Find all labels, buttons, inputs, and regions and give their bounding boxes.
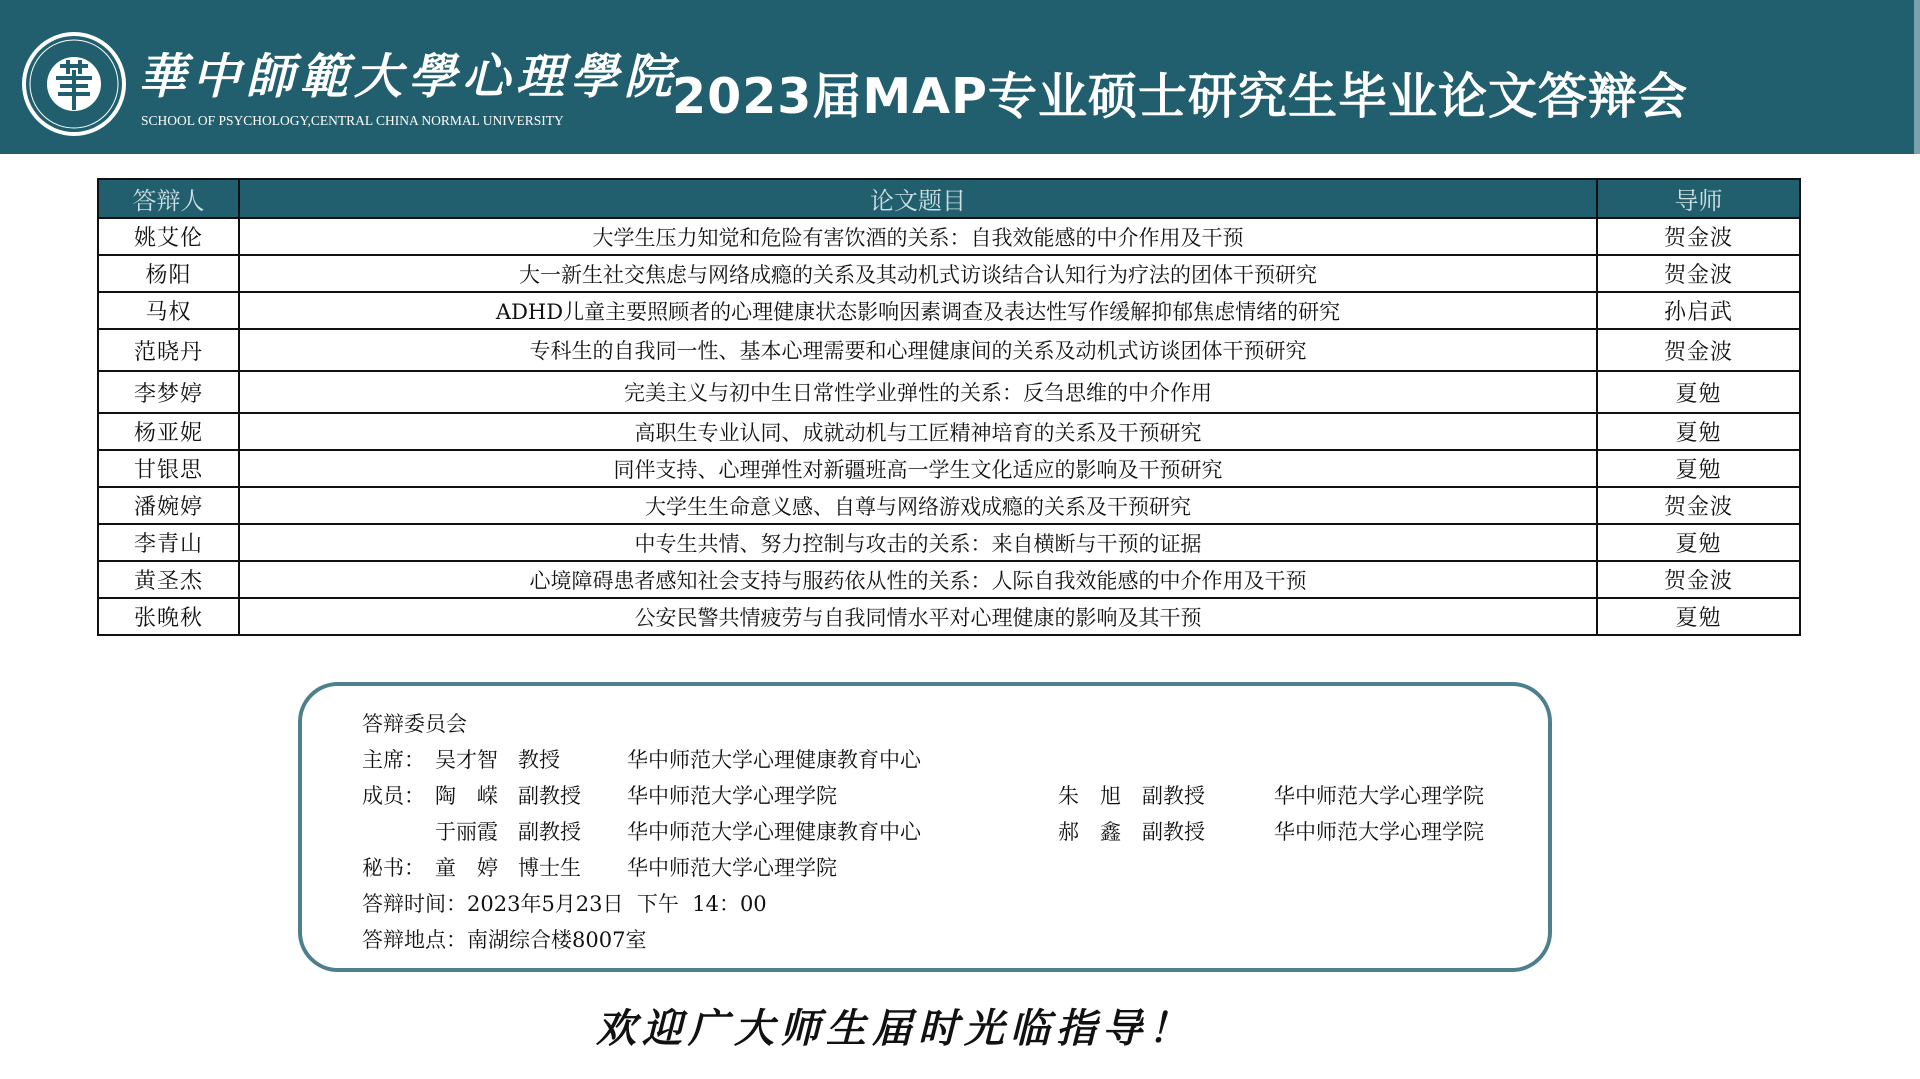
welcome-message: 欢迎广大师生届时光临指导！: [596, 1005, 1194, 1052]
table-row: [98, 255, 1800, 292]
advisor-name: 贺金波: [1597, 218, 1800, 255]
column-header-name: 答辩人: [98, 179, 239, 218]
table-row: [98, 524, 1800, 561]
advisor-name: 夏勉: [1597, 598, 1800, 635]
defender-name: 杨阳: [98, 255, 239, 292]
member-rank: 副教授: [1142, 820, 1205, 844]
thesis-title: 中专生共情、努力控制与攻击的关系：来自横断与干预的证据: [239, 524, 1597, 561]
university-seal-icon: [20, 30, 128, 138]
thesis-title: 心境障碍患者感知社会支持与服药依从性的关系：人际自我效能感的中介作用及干预: [239, 561, 1597, 598]
defender-name: 张晚秋: [98, 598, 239, 635]
member-rank: 副教授: [518, 784, 581, 808]
table-row: [98, 371, 1800, 413]
member-org: 华中师范大学心理健康教育中心: [627, 820, 921, 844]
defense-location: 答辩地点：南湖综合楼8007室: [362, 928, 647, 952]
thesis-title: 大学生生命意义感、自尊与网络游戏成瘾的关系及干预研究: [239, 487, 1597, 524]
member-org: 华中师范大学心理学院: [627, 784, 837, 808]
header-edge-strip: [1914, 0, 1920, 154]
defender-name: 杨亚妮: [98, 413, 239, 450]
advisor-name: 夏勉: [1597, 413, 1800, 450]
thesis-title: 大学生压力知觉和危险有害饮酒的关系：自我效能感的中介作用及干预: [239, 218, 1597, 255]
member-name: 郝 鑫: [1058, 820, 1121, 844]
member-org: 华中师范大学心理学院: [1274, 820, 1484, 844]
chair-rank: 教授: [518, 748, 560, 772]
secretary-org: 华中师范大学心理学院: [627, 856, 837, 880]
table-header-row: [98, 179, 1800, 218]
defender-name: 潘婉婷: [98, 487, 239, 524]
chair-name: 吴才智: [435, 748, 498, 772]
thesis-title: ADHD儿童主要照顾者的心理健康状态影响因素调查及表达性写作缓解抑郁焦虑情绪的研究: [239, 292, 1597, 329]
member-rank: 副教授: [518, 820, 581, 844]
member-name: 于丽霞: [435, 820, 498, 844]
defender-name: 黄圣杰: [98, 561, 239, 598]
defender-name: 甘银思: [98, 450, 239, 487]
advisor-name: 夏勉: [1597, 371, 1800, 413]
thesis-table: [97, 178, 1801, 636]
table-row: [98, 329, 1800, 371]
committee-heading: 答辩委员会: [362, 712, 467, 736]
school-name-english: SCHOOL OF PSYCHOLOGY,CENTRAL CHINA NORMAL UNIVERSITY: [141, 113, 564, 128]
defense-time: 答辩时间：2023年5月23日 下午 14：00: [362, 892, 767, 916]
advisor-name: 贺金波: [1597, 255, 1800, 292]
university-name-chinese: 華中師範大學心理學院: [138, 49, 679, 105]
advisor-name: 贺金波: [1597, 329, 1800, 371]
defender-name: 范晓丹: [98, 329, 239, 371]
advisor-name: 孙启武: [1597, 292, 1800, 329]
members-label: 成员：: [362, 784, 425, 808]
defender-name: 马权: [98, 292, 239, 329]
thesis-title: 专科生的自我同一性、基本心理需要和心理健康间的关系及动机式访谈团体干预研究: [239, 329, 1597, 371]
header-banner: [0, 0, 1920, 154]
defender-name: 李青山: [98, 524, 239, 561]
page-title: 2023届MAP专业硕士研究生毕业论文答辩会: [672, 68, 1688, 125]
advisor-name: 夏勉: [1597, 450, 1800, 487]
advisor-name: 夏勉: [1597, 524, 1800, 561]
member-org: 华中师范大学心理学院: [1274, 784, 1484, 808]
member-name: 陶 嵘: [435, 784, 498, 808]
chair-org: 华中师范大学心理健康教育中心: [627, 748, 921, 772]
column-header-title: 论文题目: [239, 179, 1597, 218]
thesis-title: 完美主义与初中生日常性学业弹性的关系：反刍思维的中介作用: [239, 371, 1597, 413]
secretary-label: 秘书：: [362, 856, 425, 880]
thesis-title: 高职生专业认同、成就动机与工匠精神培育的关系及干预研究: [239, 413, 1597, 450]
table-row: [98, 487, 1800, 524]
table-row: [98, 561, 1800, 598]
defender-name: 姚艾伦: [98, 218, 239, 255]
defender-name: 李梦婷: [98, 371, 239, 413]
advisor-name: 贺金波: [1597, 561, 1800, 598]
thesis-title: 公安民警共情疲劳与自我同情水平对心理健康的影响及其干预: [239, 598, 1597, 635]
table-row: [98, 413, 1800, 450]
table-row: [98, 218, 1800, 255]
table-row: [98, 292, 1800, 329]
secretary-rank: 博士生: [518, 856, 581, 880]
secretary-name: 童 婷: [435, 856, 498, 880]
advisor-name: 贺金波: [1597, 487, 1800, 524]
table-row: [98, 450, 1800, 487]
column-header-advisor: 导师: [1597, 179, 1800, 218]
thesis-title: 同伴支持、心理弹性对新疆班高一学生文化适应的影响及干预研究: [239, 450, 1597, 487]
chair-label: 主席：: [362, 748, 425, 772]
member-name: 朱 旭: [1058, 784, 1121, 808]
thesis-title: 大一新生社交焦虑与网络成瘾的关系及其动机式访谈结合认知行为疗法的团体干预研究: [239, 255, 1597, 292]
member-rank: 副教授: [1142, 784, 1205, 808]
table-row: [98, 598, 1800, 635]
